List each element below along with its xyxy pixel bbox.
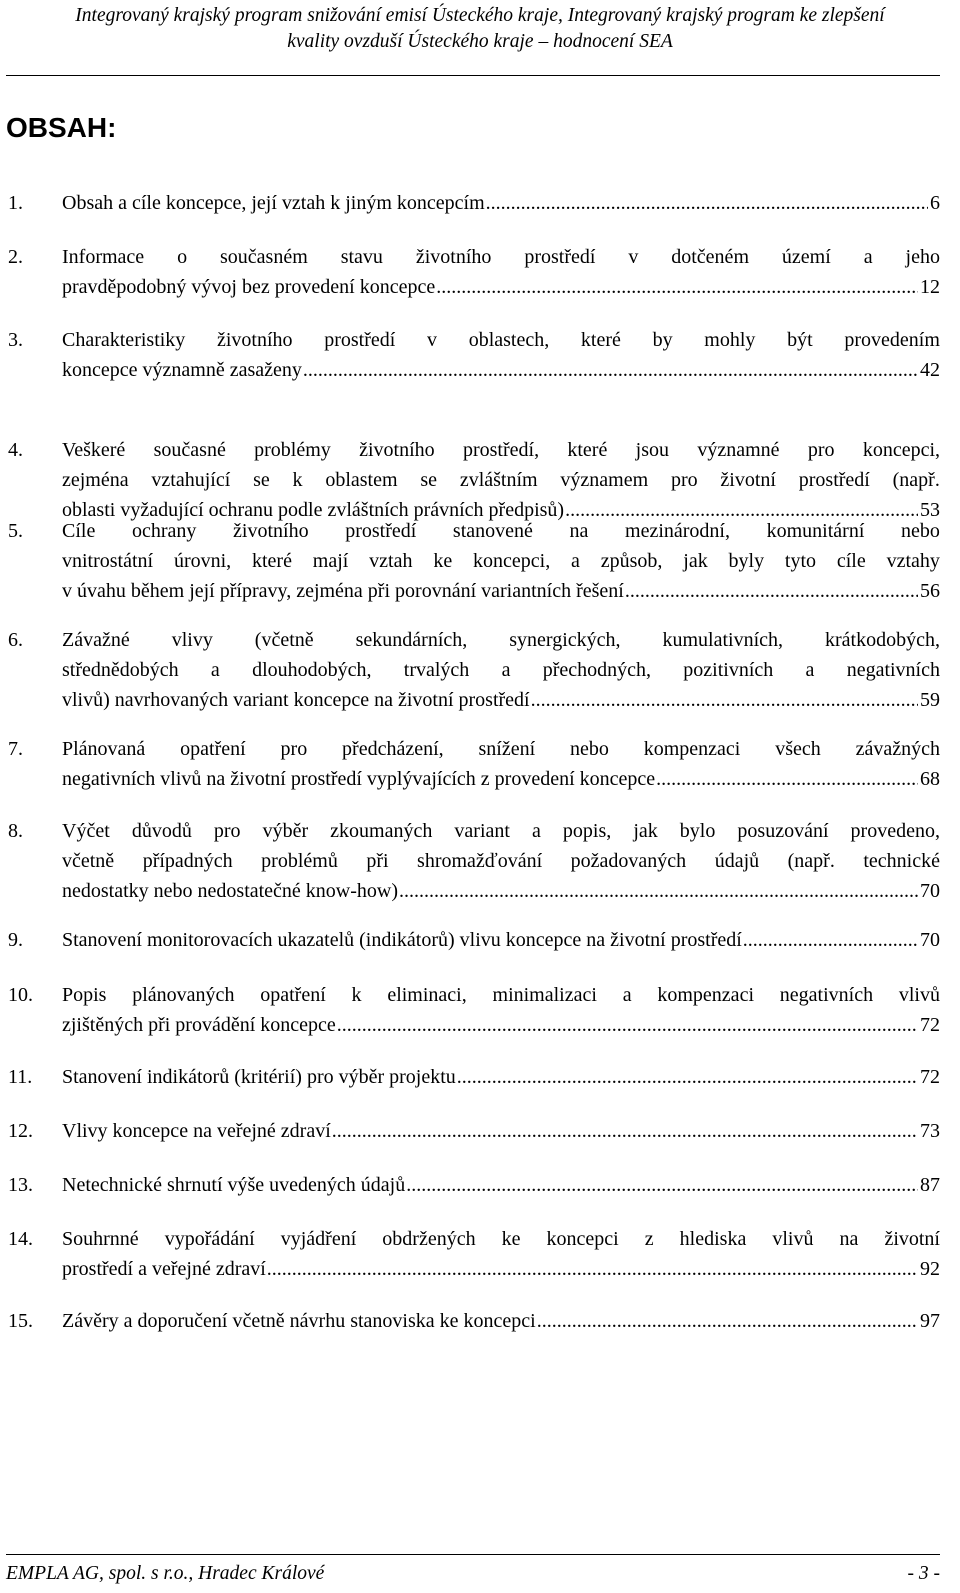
toc-entry-line: Obsah a cíle koncepce, její vztah k jiným koncepcím <box>62 192 485 214</box>
header-line-1: Integrovaný krajský program snižování emisí Ústeckého kraje, Integrovaný krajský program ke zlepšení <box>75 5 885 26</box>
toc-entry-page: 92 <box>920 1258 940 1280</box>
toc-entry-line: Netechnické shrnutí výše uvedených údajů <box>62 1174 406 1196</box>
toc-entry-line: Souhrnné vypořádání vyjádření obdržených ke koncepci z hlediska vlivů na životní <box>62 1228 940 1250</box>
toc-entry-line: vlivů) navrhovaných variant koncepce na životní prostředí <box>62 689 530 711</box>
toc-entry-line: koncepce významně zasaženy <box>62 359 302 381</box>
toc-entry-line: oblasti vyžadující ochranu podle zvláštních právních předpisů) <box>62 499 565 521</box>
dot-leader <box>743 925 918 955</box>
toc-entry-line: v úvahu během její přípravy, zejména při porovnání variantních řešení <box>62 580 624 602</box>
toc-entry-text <box>62 1062 940 1092</box>
toc-entry-number: 6. <box>8 629 23 651</box>
toc-entry-page: 42 <box>920 359 940 381</box>
toc-entry-text <box>62 435 940 525</box>
toc-entry-line: Výčet důvodů pro výběr zkoumaných variant a popis, jak bylo posuzování provedeno, <box>62 820 940 842</box>
toc-entry-text <box>62 625 940 715</box>
toc-entry-number: 8. <box>8 820 23 842</box>
toc-entry-page: 87 <box>920 1174 940 1196</box>
toc-entry-text <box>62 1224 940 1284</box>
toc-entry-line: Informace o současném stavu životního prostředí v dotčeném území a jeho <box>62 246 940 268</box>
toc-entry-line: pravděpodobný vývoj bez provedení koncepce <box>62 276 436 298</box>
toc-title: OBSAH: <box>6 112 117 143</box>
dot-leader <box>337 1010 918 1040</box>
header-line-2: kvality ovzduší Ústeckého kraje – hodnocení SEA <box>287 31 673 52</box>
toc-entry-text <box>62 188 940 218</box>
dot-leader <box>267 1254 918 1284</box>
dot-leader <box>303 355 918 385</box>
toc-entry-page: 53 <box>920 499 940 521</box>
dot-leader <box>531 685 918 715</box>
toc-entry-line: Veškeré současné problémy životního prostředí, které jsou významné pro koncepci, <box>62 439 940 461</box>
toc-entry-page: 70 <box>920 929 940 951</box>
toc-entry-line: včetně případných problémů při shromažďování požadovaných údajů (např. technické <box>62 850 940 872</box>
toc-entry-line: Stanovení monitorovacích ukazatelů (indikátorů) vlivu koncepce na životní prostředí <box>62 929 742 951</box>
dot-leader <box>406 1170 918 1200</box>
toc-entry-number: 15. <box>8 1310 33 1332</box>
toc-entry-number: 4. <box>8 439 23 461</box>
toc-entry-line: Charakteristiky životního prostředí v oblastech, které by mohly být provedením <box>62 329 940 351</box>
toc-entry-text <box>62 325 940 385</box>
toc-entry-line: střednědobých a dlouhodobých, trvalých a přechodných, pozitivních a negativních <box>62 659 940 681</box>
page-header <box>0 0 960 55</box>
toc-entry-text <box>62 1116 940 1146</box>
toc-entry-number: 1. <box>8 192 23 214</box>
toc-entry-text <box>62 1306 940 1336</box>
toc-entry-text <box>62 516 940 606</box>
toc-entry-number: 12. <box>8 1120 33 1142</box>
toc-entry-number: 3. <box>8 329 23 351</box>
toc-entry-page: 70 <box>920 880 940 902</box>
toc-entry-text <box>62 925 940 955</box>
toc-entry-number: 13. <box>8 1174 33 1196</box>
footer-company: EMPLA AG, spol. s r.o., Hradec Králové <box>6 1563 325 1584</box>
toc-entry-page: 6 <box>930 192 940 214</box>
dot-leader <box>457 1062 918 1092</box>
toc-entry-line: vnitrostátní úrovni, které mají vztah ke koncepci, a způsob, jak byly tyto cíle vztahy <box>62 550 940 572</box>
toc-entry-line: Stanovení indikátorů (kritérií) pro výběr projektu <box>62 1066 456 1088</box>
toc-entry-page: 73 <box>920 1120 940 1142</box>
footer-page-number: - 3 - <box>907 1563 940 1584</box>
dot-leader <box>656 764 918 794</box>
dot-leader <box>625 576 918 606</box>
toc-entry-number: 11. <box>8 1066 33 1088</box>
toc-entry-number: 5. <box>8 520 23 542</box>
toc-entry-line: Popis plánovaných opatření k eliminaci, minimalizaci a kompenzaci negativních vlivů <box>62 984 940 1006</box>
toc-entry-number: 9. <box>8 929 23 951</box>
toc-entry-number: 2. <box>8 246 23 268</box>
toc-entry-page: 97 <box>920 1310 940 1332</box>
toc-entry-page: 59 <box>920 689 940 711</box>
toc-entry-page: 72 <box>920 1066 940 1088</box>
toc-entry-line: negativních vlivů na životní prostředí vyplývajících z provedení koncepce <box>62 768 656 790</box>
toc-entry-text <box>62 816 940 906</box>
toc-entry-page: 56 <box>920 580 940 602</box>
toc-entry-line: zejména vztahující se k oblastem se zvláštním významem pro životní prostředí (např. <box>62 469 940 491</box>
toc-entry-number: 14. <box>8 1228 33 1250</box>
dot-leader <box>486 188 928 218</box>
dot-leader <box>332 1116 918 1146</box>
toc-entry-line: Závěry a doporučení včetně návrhu stanoviska ke koncepci <box>62 1310 536 1332</box>
toc-entry-text <box>62 1170 940 1200</box>
header-rule <box>6 75 940 76</box>
toc-entry-text <box>62 242 940 302</box>
toc-entry-number: 7. <box>8 738 23 760</box>
toc-entry-line: Cíle ochrany životního prostředí stanovené na mezinárodní, komunitární nebo <box>62 520 940 542</box>
toc-entry-text <box>62 980 940 1040</box>
toc-entry-number: 10. <box>8 984 33 1006</box>
dot-leader <box>537 1306 918 1336</box>
toc-entry-page: 72 <box>920 1014 940 1036</box>
dot-leader <box>399 876 918 906</box>
toc-entry-line: prostředí a veřejné zdraví <box>62 1258 266 1280</box>
toc-entry-line: Závažné vlivy (včetně sekundárních, synergických, kumulativních, krátkodobých, <box>62 629 940 651</box>
toc-entry-line: Plánovaná opatření pro předcházení, snížení nebo kompenzaci všech závažných <box>62 738 940 760</box>
toc-entry-line: zjištěných při provádění koncepce <box>62 1014 336 1036</box>
dot-leader <box>436 272 918 302</box>
toc-entry-text <box>62 734 940 794</box>
toc-entry-line: nedostatky nebo nedostatečné know-how) <box>62 880 399 902</box>
toc-entry-page: 12 <box>920 276 940 298</box>
page-footer <box>6 1554 940 1587</box>
toc-entry-page: 68 <box>920 768 940 790</box>
toc-entry-line: Vlivy koncepce na veřejné zdraví <box>62 1120 331 1142</box>
